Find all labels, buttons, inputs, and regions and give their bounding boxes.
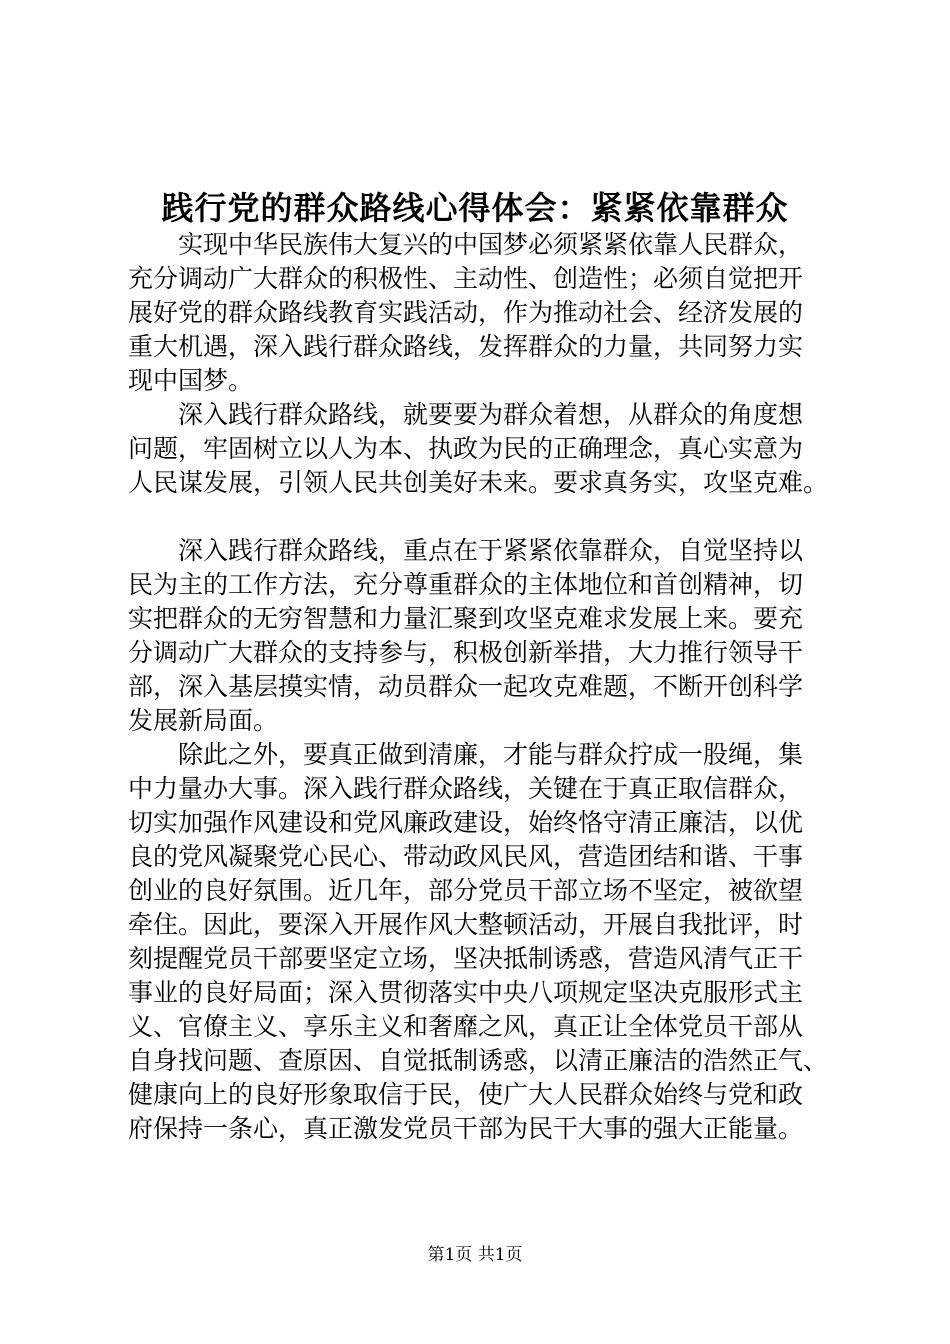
text-line: 深入践行群众路线，重点在于紧紧依靠群众，自觉坚持以 — [178, 536, 804, 565]
text-line: 实把群众的无穷智慧和力量汇聚到攻坚克难求发展上来。要充 — [128, 604, 804, 633]
text-line: 现中国梦。 — [128, 366, 254, 395]
document-title: 践行党的群众路线心得体会：紧紧依靠群众 — [161, 189, 789, 227]
paragraph — [128, 738, 848, 1146]
text-line: 事业的良好局面；深入贯彻落实中央八项规定坚决克服形式主 — [128, 978, 804, 1007]
paragraph-spacer — [128, 500, 848, 534]
text-line: 展好党的群众路线教育实践活动，作为推动社会、经济发展的 — [128, 298, 804, 327]
paragraph — [128, 398, 848, 500]
text-line: 创业的良好氛围。近几年，部分党员干部立场不坚定，被欲望 — [128, 876, 804, 905]
text-line: 部，深入基层摸实情，动员群众一起攻克难题，不断开创科学 — [128, 672, 804, 701]
text-line: 良的党风凝聚党心民心、带动政风民风，营造团结和谐、干事 — [128, 842, 804, 871]
text-line: 民为主的工作方法，充分尊重群众的主体地位和首创精神，切 — [128, 570, 804, 599]
text-line: 分调动广大群众的支持参与，积极创新举措，大力推行领导干 — [128, 638, 804, 667]
text-line: 府保持一条心，真正激发党员干部为民干大事的强大正能量。 — [128, 1114, 804, 1143]
text-line: 发展新局面。 — [128, 706, 279, 735]
text-line: 中力量办大事。深入践行群众路线，关键在于真正取信群众， — [128, 774, 804, 803]
text-line: 除此之外，要真正做到清廉，才能与群众拧成一股绳，集 — [178, 740, 804, 769]
paragraph — [128, 534, 848, 738]
paragraph — [128, 228, 848, 398]
text-line: 人民谋发展，引领人民共创美好未来。要求真务实，攻坚克难。 — [128, 468, 829, 497]
text-line: 重大机遇，深入践行群众路线，发挥群众的力量，共同努力实 — [128, 332, 804, 361]
text-line: 自身找问题、查原因、自觉抵制诱惑，以清正廉洁的浩然正气、 — [128, 1046, 829, 1075]
text-line: 深入践行群众路线，就要要为群众着想，从群众的角度想 — [178, 400, 804, 429]
page-footer: 第1页 共1页 — [427, 1245, 523, 1265]
text-line: 牵住。因此，要深入开展作风大整顿活动，开展自我批评，时 — [128, 910, 804, 939]
text-line: 义、官僚主义、享乐主义和奢靡之风，真正让全体党员干部从 — [128, 1012, 804, 1041]
text-line: 实现中华民族伟大复兴的中国梦必须紧紧依靠人民群众， — [178, 230, 804, 259]
text-line: 充分调动广大群众的积极性、主动性、创造性；必须自觉把开 — [128, 264, 804, 293]
text-line: 刻提醒党员干部要坚定立场，坚决抵制诱惑，营造风清气正干 — [128, 944, 804, 973]
text-line: 切实加强作风建设和党风廉政建设，始终恪守清正廉洁，以优 — [128, 808, 804, 837]
text-line: 问题，牢固树立以人为本、执政为民的正确理念，真心实意为 — [128, 434, 804, 463]
document-body — [128, 228, 848, 1146]
text-line: 健康向上的良好形象取信于民，使广大人民群众始终与党和政 — [128, 1080, 804, 1109]
